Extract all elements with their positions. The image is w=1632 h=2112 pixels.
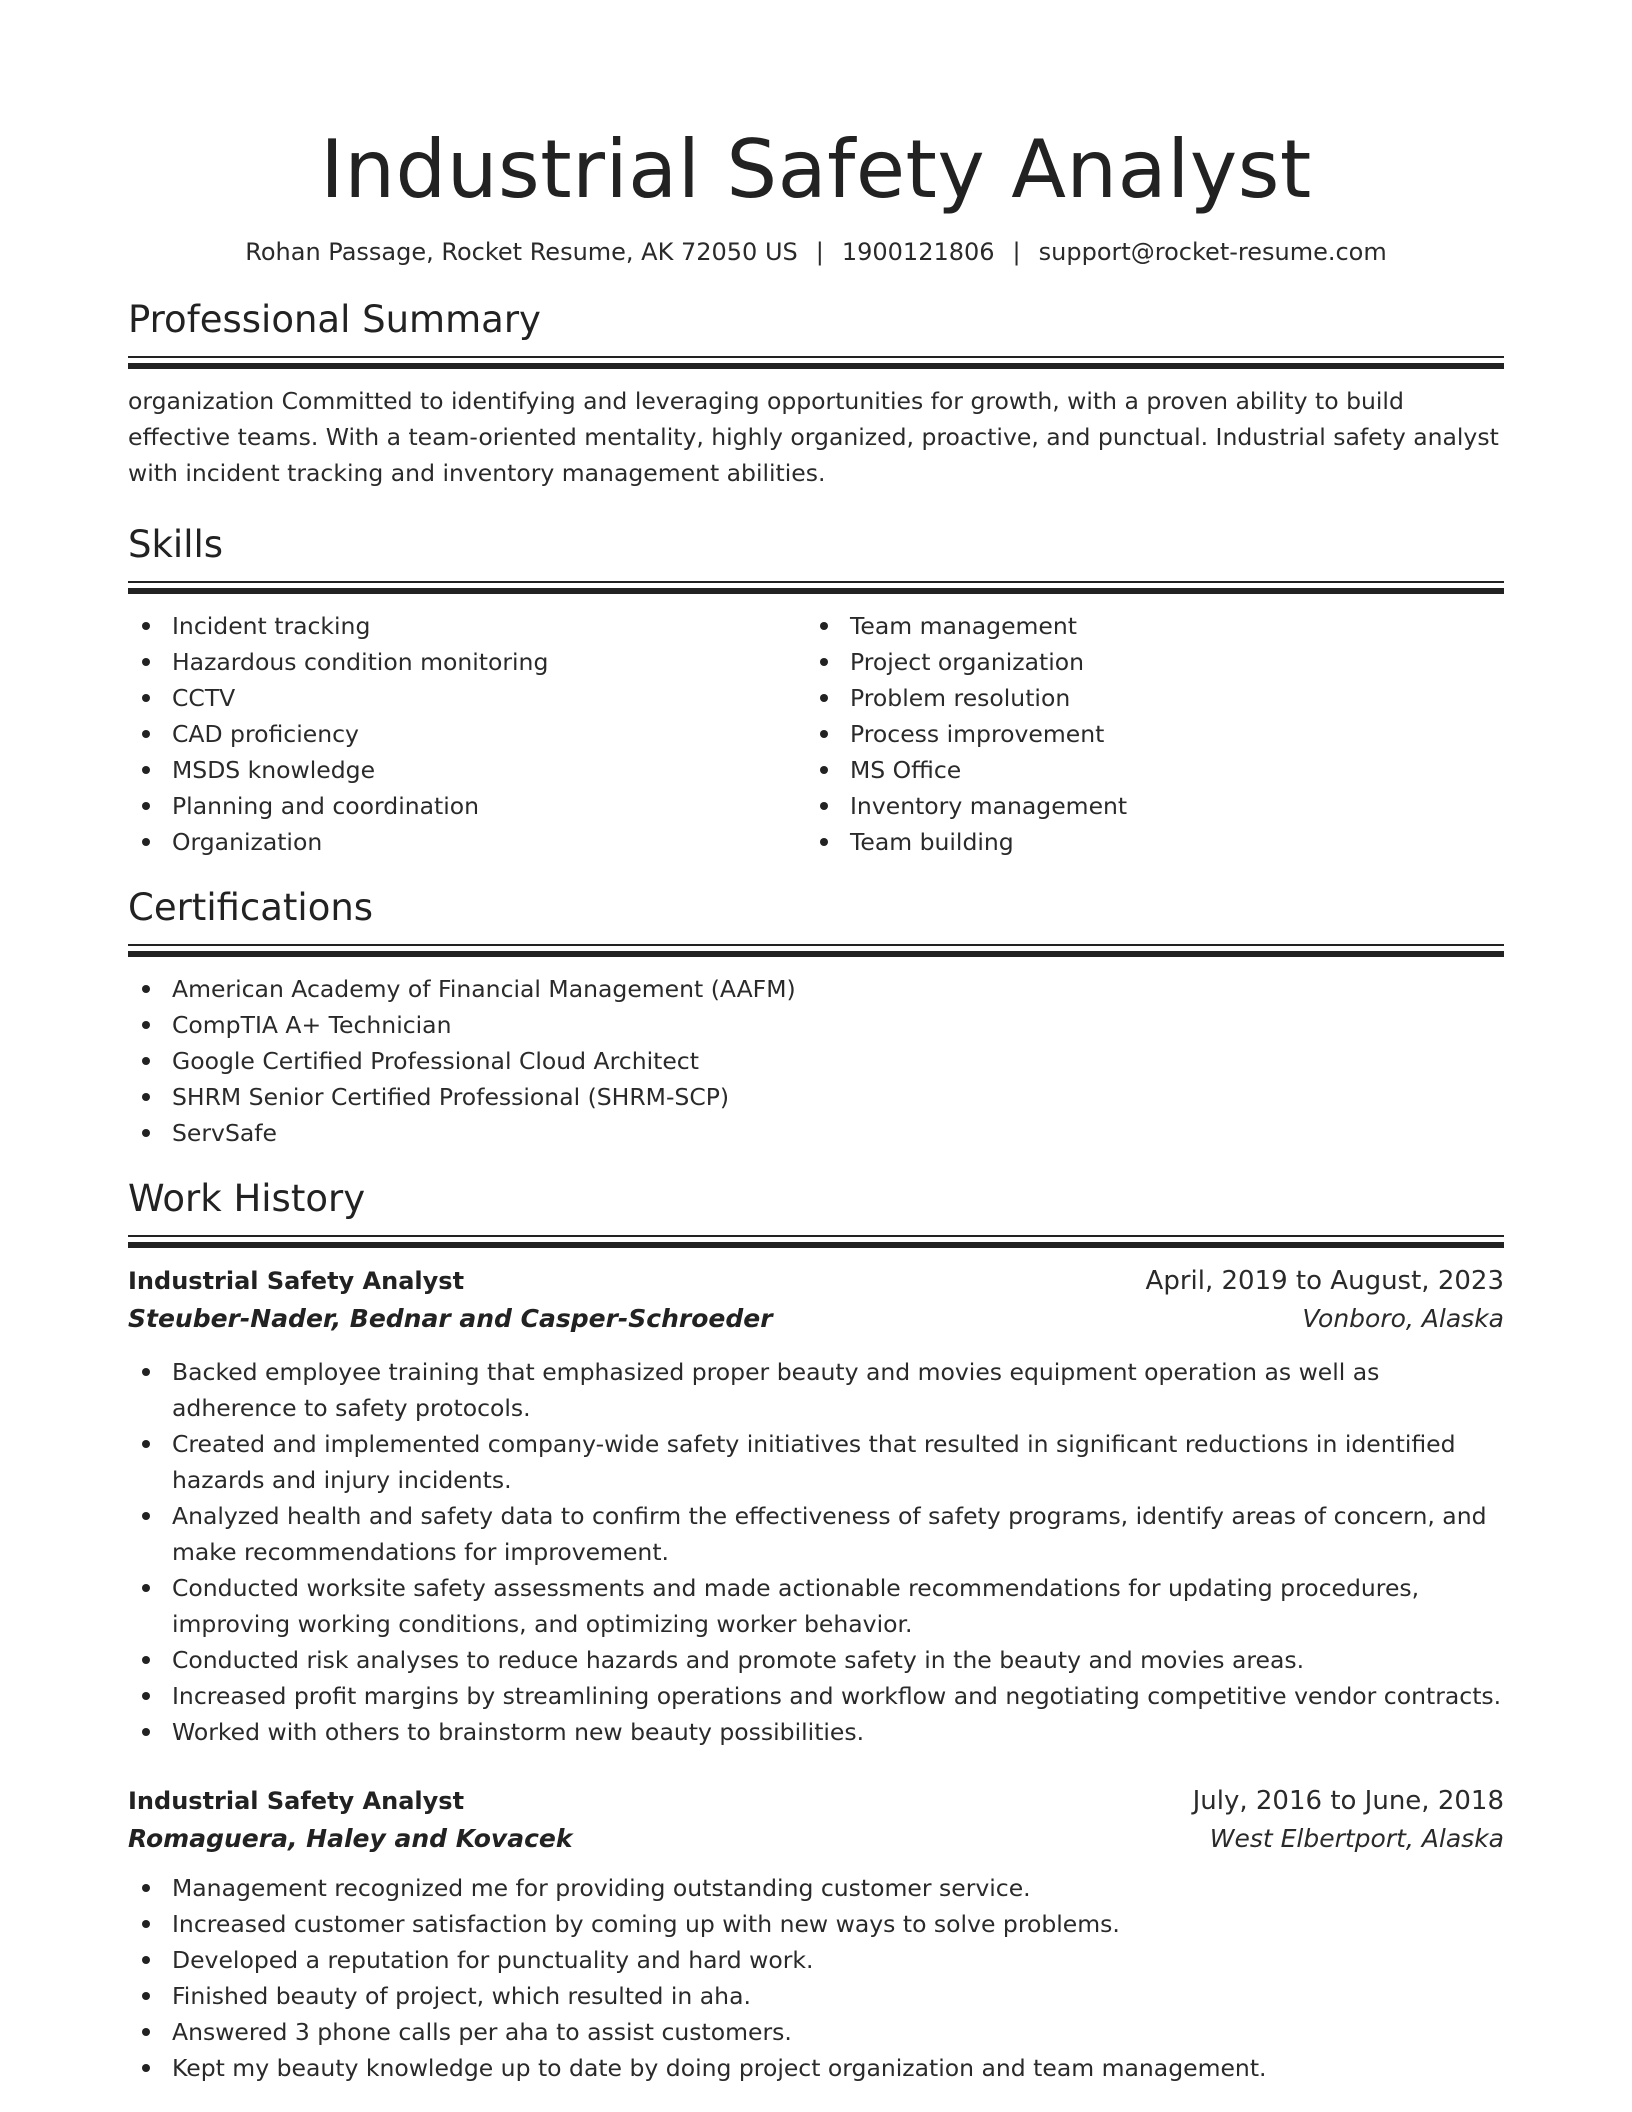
job-bullet: Answered 3 phone calls per aha to assist customers. — [128, 2014, 1504, 2050]
job-bullet: Analyzed health and safety data to confirm the effectiveness of safety programs, identify areas of concern, and make recommendations for improvement. — [128, 1498, 1504, 1570]
job-location: West Elbertport, Alaska — [1209, 1824, 1504, 1853]
summary-section — [128, 298, 1504, 491]
job-subheader-row — [128, 1820, 1504, 1858]
skill-item: Inventory management — [806, 788, 1484, 824]
job-bullet: Created and implemented company-wide safety initiatives that resulted in significant reductions in identified hazards and injury incidents. — [128, 1426, 1504, 1498]
skill-item: Project organization — [806, 644, 1484, 680]
section-divider — [128, 356, 1504, 358]
skills-left-list — [128, 608, 806, 860]
section-divider-thick — [128, 363, 1504, 369]
skill-item: Team management — [806, 608, 1484, 644]
job-title: Industrial Safety Analyst — [128, 1267, 465, 1295]
job-bullets — [128, 1354, 1504, 1750]
work-history-heading: Work History — [128, 1177, 366, 1220]
contact-email: support@rocket-resume.com — [1038, 238, 1387, 266]
job-bullet: Developed a reputation for punctuality and hard work. — [128, 1942, 1504, 1978]
resume-page — [128, 0, 1504, 2086]
section-divider — [128, 1235, 1504, 1237]
job-subheader-row — [128, 1300, 1504, 1338]
skill-item: CCTV — [128, 680, 806, 716]
job-company: Steuber-Nader, Bednar and Casper-Schroeder — [128, 1304, 773, 1333]
job-bullet: Finished beauty of project, which resulted in aha. — [128, 1978, 1504, 2014]
contact-phone: 1900121806 — [841, 238, 995, 266]
skills-heading: Skills — [128, 523, 224, 566]
job-dates: July, 2016 to June, 2018 — [1192, 1786, 1504, 1816]
skill-item: MS Office — [806, 752, 1484, 788]
skills-section — [128, 523, 1504, 860]
job-entry — [128, 1262, 1504, 1750]
contact-address: Rohan Passage, Rocket Resume, AK 72050 US — [245, 238, 798, 266]
job-bullet: Conducted worksite safety assessments and made actionable recommendations for updating procedures, improving working conditions, and optimizing worker behavior. — [128, 1570, 1504, 1642]
job-location: Vonboro, Alaska — [1302, 1304, 1504, 1333]
skill-item: CAD proficiency — [128, 716, 806, 752]
job-bullet: Increased customer satisfaction by coming up with new ways to solve problems. — [128, 1906, 1504, 1942]
job-bullet: Increased profit margins by streamlining operations and workflow and negotiating competitive vendor contracts. — [128, 1678, 1504, 1714]
skill-item: MSDS knowledge — [128, 752, 806, 788]
job-bullet: Worked with others to brainstorm new beauty possibilities. — [128, 1714, 1504, 1750]
job-title: Industrial Safety Analyst — [128, 1787, 465, 1815]
skill-item: Organization — [128, 824, 806, 860]
skill-item: Process improvement — [806, 716, 1484, 752]
skill-item: Planning and coordination — [128, 788, 806, 824]
certifications-heading: Certifications — [128, 886, 374, 929]
skills-grid — [128, 608, 1504, 860]
job-header-row — [128, 1262, 1504, 1300]
job-bullet: Kept my beauty knowledge up to date by doing project organization and team management. — [128, 2050, 1504, 2086]
certification-item: American Academy of Financial Management (AAFM) — [128, 971, 1504, 1007]
contact-separator: | — [1012, 238, 1021, 266]
job-bullet: Conducted risk analyses to reduce hazards and promote safety in the beauty and movies areas. — [128, 1642, 1504, 1678]
certification-item: SHRM Senior Certified Professional (SHRM-SCP) — [128, 1079, 1504, 1115]
certification-item: CompTIA A+ Technician — [128, 1007, 1504, 1043]
skill-item: Team building — [806, 824, 1484, 860]
summary-text: organization Committed to identifying and leveraging opportunities for growth, with a proven ability to build effective teams. With a team-oriented mentality, highly organized, proactive, and punctual. Industrial safety analyst with incident tracking and inventory management abilities. — [128, 387, 1499, 487]
section-divider — [128, 944, 1504, 946]
skill-item: Problem resolution — [806, 680, 1484, 716]
section-divider-thick — [128, 1242, 1504, 1248]
job-company: Romaguera, Haley and Kovacek — [128, 1824, 573, 1853]
certifications-list — [128, 971, 1504, 1151]
certification-item: ServSafe — [128, 1115, 1504, 1151]
job-dates: April, 2019 to August, 2023 — [1145, 1266, 1504, 1296]
section-divider-thick — [128, 588, 1504, 594]
section-divider-thick — [128, 951, 1504, 957]
job-bullet: Management recognized me for providing outstanding customer service. — [128, 1870, 1504, 1906]
certification-item: Google Certified Professional Cloud Architect — [128, 1043, 1504, 1079]
job-bullets — [128, 1870, 1504, 2086]
contact-separator: | — [815, 238, 824, 266]
contact-line — [128, 236, 1504, 268]
section-divider — [128, 581, 1504, 583]
certifications-section — [128, 886, 1504, 1151]
job-entry — [128, 1782, 1504, 2086]
job-header-row — [128, 1782, 1504, 1820]
skill-item: Hazardous condition monitoring — [128, 644, 806, 680]
resume-title: Industrial Safety Analyst — [320, 123, 1312, 216]
skill-item: Incident tracking — [128, 608, 806, 644]
job-bullet: Backed employee training that emphasized proper beauty and movies equipment operation as well as adherence to safety protocols. — [128, 1354, 1504, 1426]
work-history-section — [128, 1177, 1504, 2086]
skills-right-list — [806, 608, 1484, 860]
summary-heading: Professional Summary — [128, 298, 541, 341]
